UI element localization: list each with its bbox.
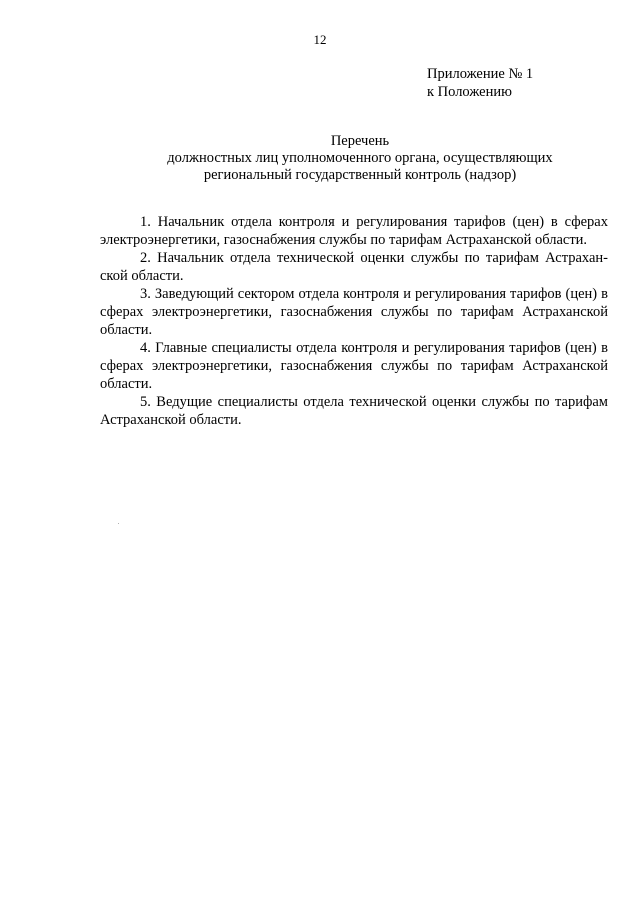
title-heading: Перечень	[330, 133, 390, 149]
list-item: 5. Ведущие специалисты отдела технической оценки службы по тарифам Астраханской области.	[100, 394, 608, 428]
appendix-line-number: Приложение № 1	[427, 66, 534, 82]
list-item: 2. Начальник отдела технической оценки службы по тарифам Астраханской области.	[100, 250, 608, 284]
scan-speck	[118, 523, 119, 524]
appendix-line-regulation: к Положению	[427, 84, 512, 100]
page-number: 12	[313, 32, 327, 47]
list-item: 1. Начальник отдела контроля и регулирования тарифов (цен) в сферах электроэнергетики, газоснабжения службы по тарифам Астраханской области.	[100, 214, 608, 248]
document-title	[100, 133, 620, 184]
title-subheading-line-2: региональный государственный контроль (надзор)	[203, 167, 517, 183]
officials-list	[100, 213, 608, 429]
list-item: 3. Заведующий сектором отдела контроля и регулирования тарифов (цен) в сферах электроэнергетики, газоснабжения службы по тарифам Астраханской области.	[100, 286, 608, 338]
list-item: 4. Главные специалисты отдела контроля и регулирования тарифов (цен) в сферах электроэнергетики, газоснабжения службы по тарифам Астраханской области.	[100, 340, 608, 392]
title-subheading-line-1: должностных лиц уполномоченного органа, осуществляющих	[167, 150, 553, 166]
appendix-reference	[427, 65, 533, 101]
